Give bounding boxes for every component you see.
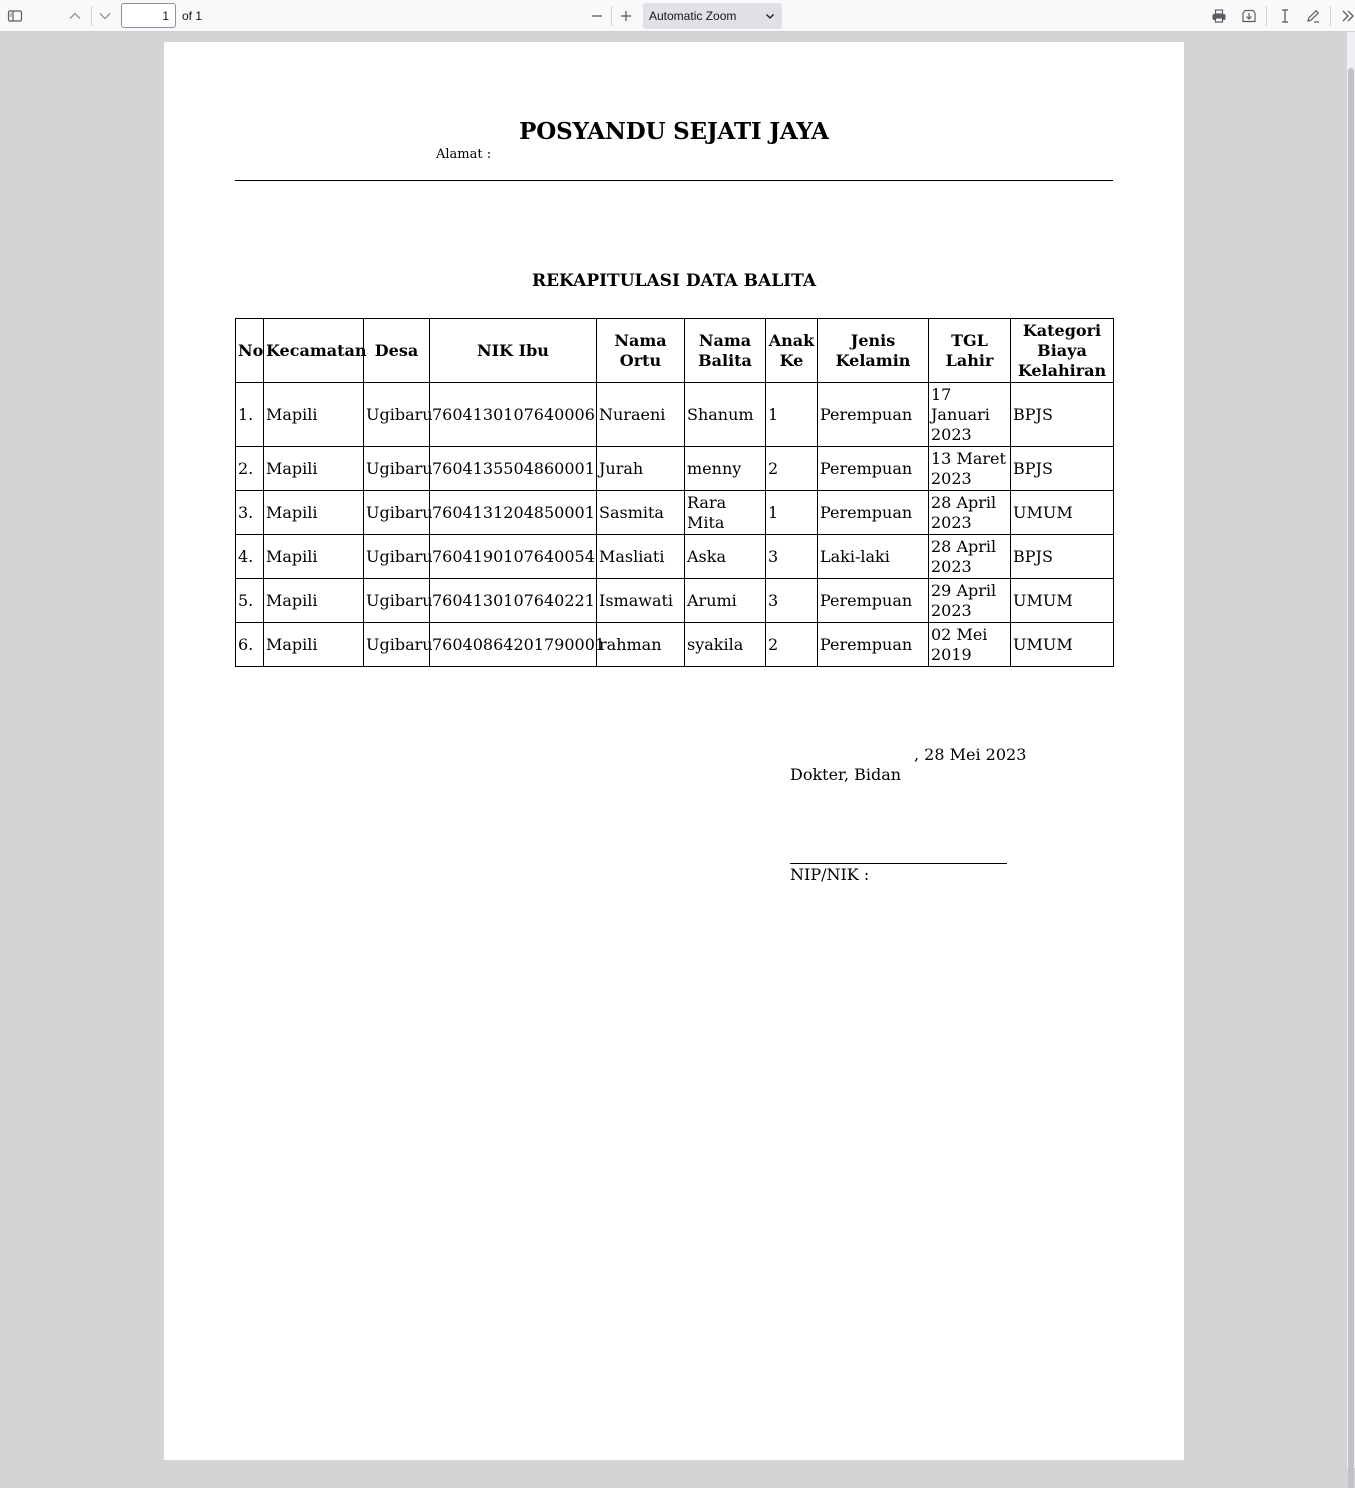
toolbar-separator [611, 6, 612, 26]
table-cell: Mapili [264, 491, 364, 535]
chevron-down-icon [764, 10, 776, 22]
table-cell: 7604130107640221 [430, 579, 597, 623]
table-cell: Ugibaru [364, 535, 430, 579]
table-cell: UMUM [1011, 579, 1114, 623]
toolbar-separator [1330, 6, 1331, 26]
address-label: Alamat : [436, 147, 492, 162]
table-cell: Mapili [264, 579, 364, 623]
table-cell: UMUM [1011, 623, 1114, 667]
column-header: NIK Ibu [430, 319, 597, 383]
table-row [236, 535, 1114, 579]
table-cell: Masliati [597, 535, 685, 579]
table-cell: 3 [766, 535, 818, 579]
scrollbar-thumb[interactable] [1348, 68, 1354, 1488]
table-cell: menny [685, 447, 766, 491]
toolbar-separator [91, 6, 92, 26]
table-cell: 6. [236, 623, 264, 667]
table-cell: Perempuan [818, 383, 929, 447]
zoom-out-icon[interactable] [585, 4, 609, 28]
sidebar-toggle-icon[interactable] [3, 4, 27, 28]
table-cell: 7604135504860001 [430, 447, 597, 491]
next-page-icon[interactable] [93, 4, 117, 28]
table-cell: Ugibaru [364, 383, 430, 447]
table-header-row [236, 319, 1114, 383]
table-cell: Ismawati [597, 579, 685, 623]
vertical-scrollbar[interactable] [1347, 32, 1355, 1468]
pdf-toolbar [0, 0, 1355, 32]
table-cell: Ugibaru [364, 579, 430, 623]
signature-nip-label: NIP/NIK : [790, 865, 870, 884]
document-title: POSYANDU SEJATI JAYA [519, 118, 829, 145]
column-header: Kategori Biaya Kelahiran [1011, 319, 1114, 383]
table-cell: 7604190107640054 [430, 535, 597, 579]
table-row [236, 491, 1114, 535]
table-row [236, 579, 1114, 623]
column-header: Anak Ke [766, 319, 818, 383]
pdf-page [164, 42, 1184, 1460]
table-cell: Ugibaru [364, 623, 430, 667]
column-header: Jenis Kelamin [818, 319, 929, 383]
table-cell: 4. [236, 535, 264, 579]
page-count: of 1 [182, 9, 203, 23]
table-cell: Mapili [264, 383, 364, 447]
zoom-select-value: Automatic Zoom [649, 9, 737, 23]
table-cell: BPJS [1011, 447, 1114, 491]
table-cell: 5. [236, 579, 264, 623]
table-cell: Ugibaru [364, 491, 430, 535]
recap-table [235, 318, 1114, 667]
table-cell: 1 [766, 383, 818, 447]
table-cell: Mapili [264, 447, 364, 491]
table-cell: 13 Maret 2023 [929, 447, 1011, 491]
table-cell: 2 [766, 623, 818, 667]
table-cell: Mapili [264, 623, 364, 667]
table-row [236, 383, 1114, 447]
column-header: Nama Balita [685, 319, 766, 383]
column-header: Desa [364, 319, 430, 383]
table-cell: Perempuan [818, 491, 929, 535]
toolbar-separator [1266, 6, 1267, 26]
print-icon[interactable] [1207, 4, 1231, 28]
table-cell: Jurah [597, 447, 685, 491]
table-cell: 1. [236, 383, 264, 447]
column-header: Nama Ortu [597, 319, 685, 383]
table-cell: Shanum [685, 383, 766, 447]
draw-icon[interactable] [1301, 4, 1325, 28]
table-cell: 3. [236, 491, 264, 535]
table-cell: 3 [766, 579, 818, 623]
table-cell: rahman [597, 623, 685, 667]
table-cell: 7604130107640006 [430, 383, 597, 447]
table-cell: 1 [766, 491, 818, 535]
table-cell: 76040864201790001 [430, 623, 597, 667]
zoom-in-icon[interactable] [614, 4, 638, 28]
table-cell: Perempuan [818, 447, 929, 491]
table-cell: 7604131204850001 [430, 491, 597, 535]
table-cell: 02 Mei 2019 [929, 623, 1011, 667]
save-icon[interactable] [1237, 4, 1261, 28]
table-cell: BPJS [1011, 535, 1114, 579]
table-cell: Ugibaru [364, 447, 430, 491]
table-cell: Laki-laki [818, 535, 929, 579]
more-tools-icon[interactable] [1336, 4, 1355, 28]
column-header: No [236, 319, 264, 383]
table-cell: 29 April 2023 [929, 579, 1011, 623]
table-cell: Arumi [685, 579, 766, 623]
table-cell: Nuraeni [597, 383, 685, 447]
table-row [236, 623, 1114, 667]
header-divider [235, 180, 1113, 181]
table-cell: Aska [685, 535, 766, 579]
signature-role: Dokter, Bidan [790, 765, 902, 784]
table-title: REKAPITULASI DATA BALITA [531, 271, 817, 291]
signature-line [790, 863, 1007, 864]
table-cell: Perempuan [818, 579, 929, 623]
table-cell: 28 April 2023 [929, 535, 1011, 579]
table-cell: Mapili [264, 535, 364, 579]
table-cell: 2 [766, 447, 818, 491]
table-row [236, 447, 1114, 491]
column-header: TGL Lahir [929, 319, 1011, 383]
table-cell: 28 April 2023 [929, 491, 1011, 535]
zoom-select[interactable] [643, 3, 782, 29]
page-number-input[interactable] [121, 3, 176, 28]
text-select-icon[interactable] [1273, 4, 1297, 28]
table-cell: UMUM [1011, 491, 1114, 535]
column-header: Kecamatan [264, 319, 364, 383]
table-cell: BPJS [1011, 383, 1114, 447]
table-cell: 17 Januari 2023 [929, 383, 1011, 447]
table-cell: Sasmita [597, 491, 685, 535]
signature-date: , 28 Mei 2023 [914, 745, 1027, 764]
table-cell: 2. [236, 447, 264, 491]
table-cell: Rara Mita [685, 491, 766, 535]
table-cell: syakila [685, 623, 766, 667]
previous-page-icon[interactable] [63, 4, 87, 28]
table-cell: Perempuan [818, 623, 929, 667]
